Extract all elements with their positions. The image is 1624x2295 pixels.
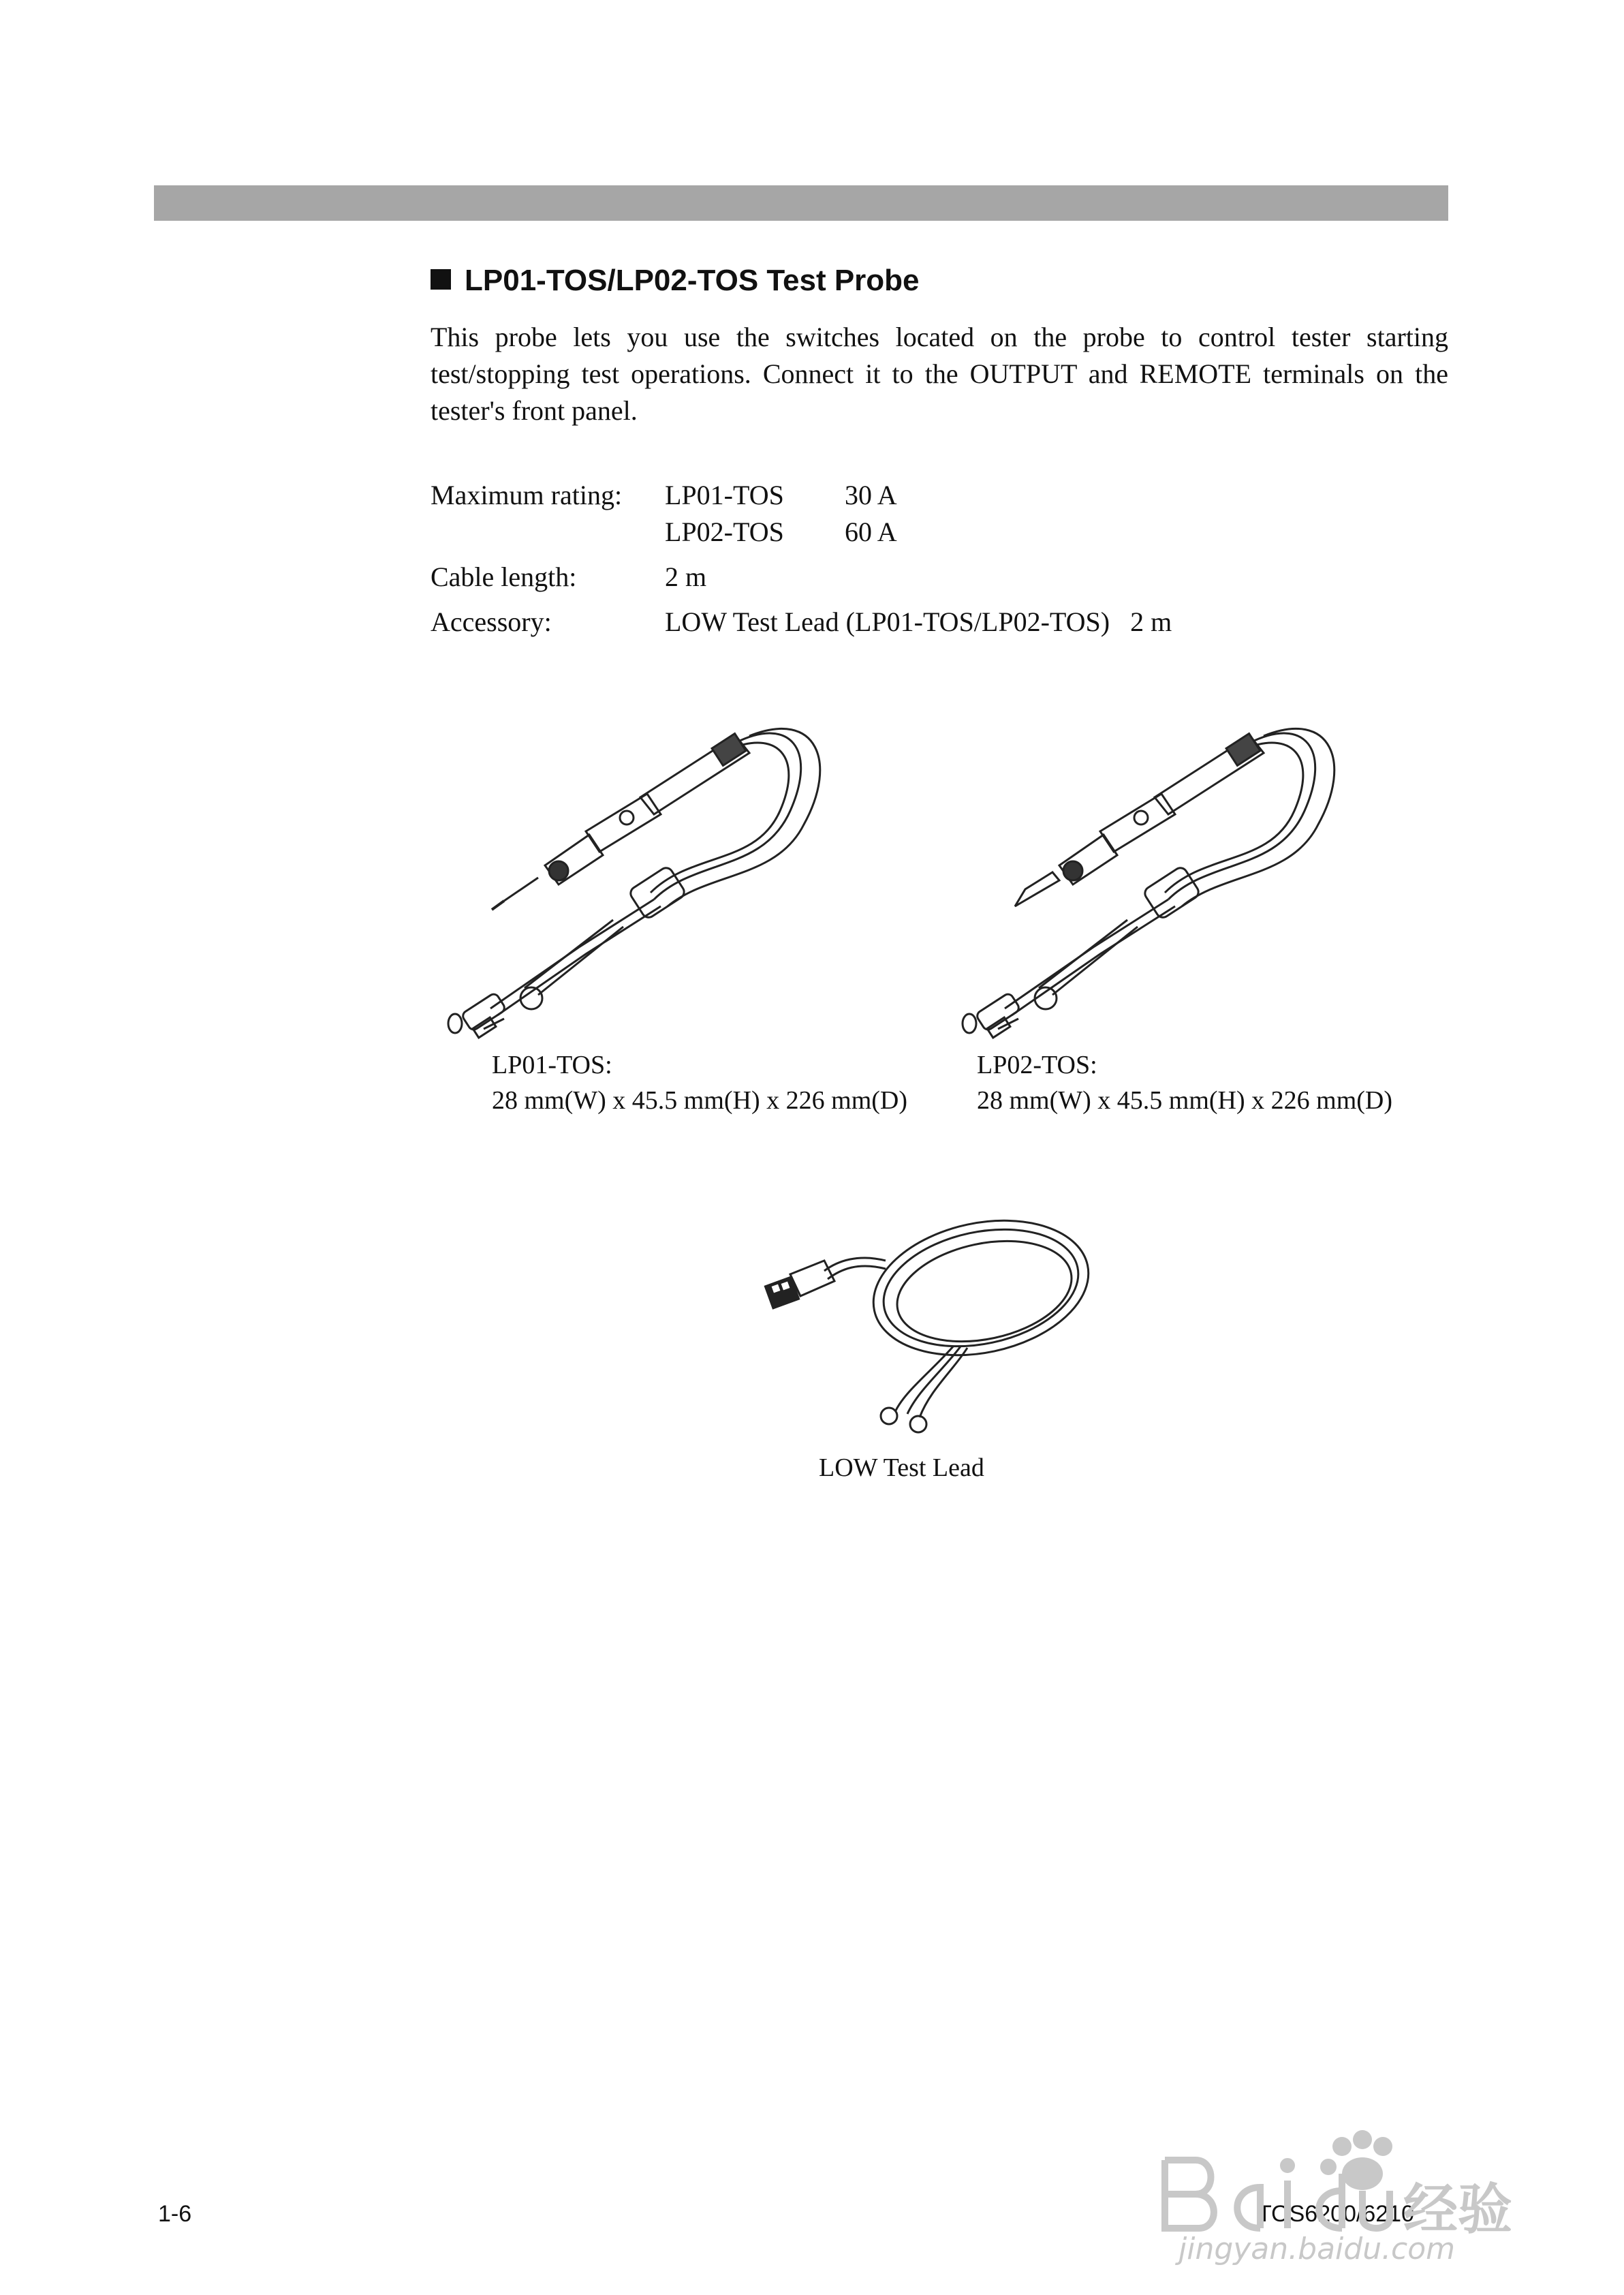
spec-rating-model-2: LP02-TOS xyxy=(665,517,784,547)
document-id: TOS6200/6210 xyxy=(1258,2201,1414,2227)
lp02-caption-dims: 28 mm(W) x 45.5 mm(H) x 226 mm(D) xyxy=(977,1086,1393,1115)
header-bar xyxy=(154,185,1448,221)
spec-rating-value-2: 60 A xyxy=(845,517,897,547)
spec-max-rating-label: Maximum rating: xyxy=(431,480,623,510)
baidu-watermark-logo xyxy=(1158,2126,1540,2266)
lp01-caption-dims: 28 mm(W) x 45.5 mm(H) x 226 mm(D) xyxy=(492,1086,908,1115)
lp02-caption-name: LP02-TOS: xyxy=(977,1051,1097,1079)
lp02-probe-illustration xyxy=(950,702,1332,1043)
intro-paragraph: This probe lets you use the switches located on the probe to control tester starting test/stopping test operations. Connect it to the OUTPUT and REMOTE terminals on the tester's front panel. xyxy=(431,322,1448,426)
bullet-square-icon xyxy=(431,269,451,290)
watermark-url-text: jingyan.baidu.com xyxy=(1178,2232,1456,2266)
lp01-probe-illustration xyxy=(436,702,817,1043)
section-title: LP01-TOS/LP02-TOS Test Probe xyxy=(431,264,920,298)
watermark-cn-text: 经验 xyxy=(1403,2178,1512,2241)
spec-accessory-label: Accessory: xyxy=(431,606,552,637)
spec-cable-value: 2 m xyxy=(665,561,707,592)
low-test-lead-illustration xyxy=(749,1186,1104,1445)
low-test-lead-caption: LOW Test Lead xyxy=(819,1453,984,1482)
spec-accessory-value: LOW Test Lead (LP01-TOS/LP02-TOS) 2 m xyxy=(665,606,1172,637)
lp01-caption-name: LP01-TOS: xyxy=(492,1051,612,1079)
spec-rating-model-1: LP01-TOS xyxy=(665,480,784,510)
spec-cable-label: Cable length: xyxy=(431,561,577,592)
spec-rating-value-1: 30 A xyxy=(845,480,897,510)
page-number: 1-6 xyxy=(158,2201,192,2227)
